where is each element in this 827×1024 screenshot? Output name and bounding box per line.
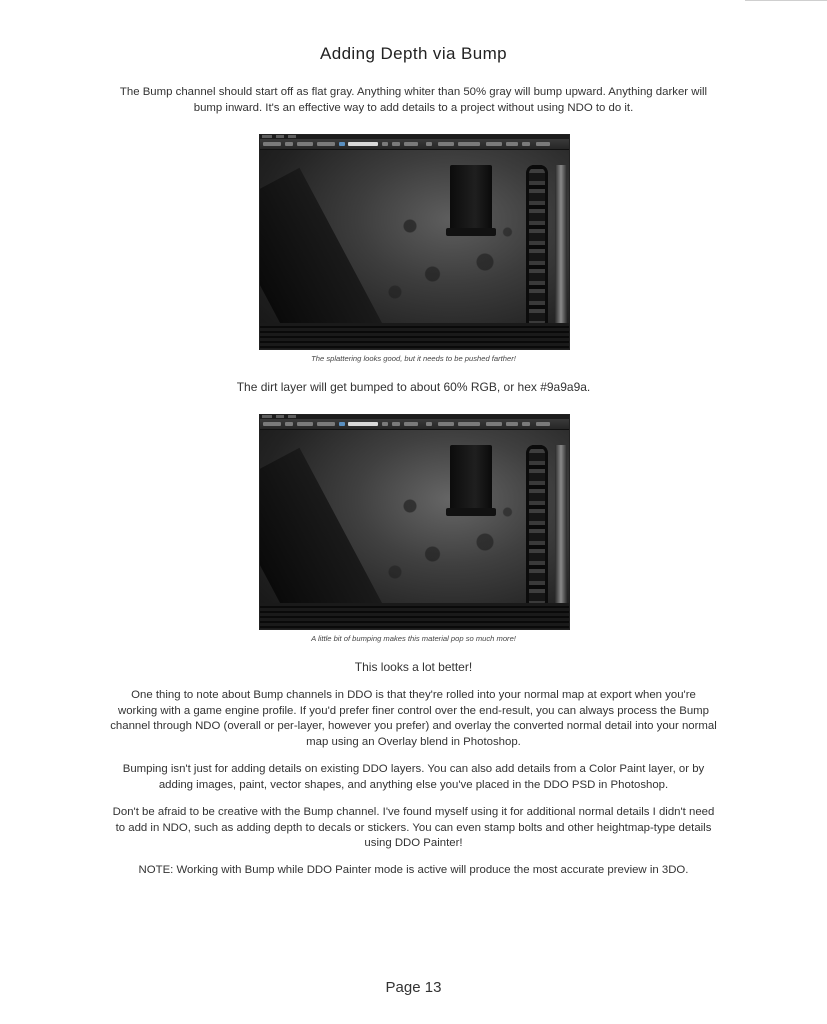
top-rule	[745, 0, 827, 1]
paragraph-normal-map: One thing to note about Bump channels in DDO is that they're rolled into your normal map at export when you're working with a game engine profile. If you'd prefer finer control over the end-result, you can always process the Bump channel through NDO (overall or per-layer, however you prefer) and overlay the converted normal detail into your normal map using an Overlay blend in Photoshop.	[110, 689, 717, 748]
paragraph-note: NOTE: Working with Bump while DDO Painter mode is active will produce the most accurate preview in 3DO.	[138, 864, 689, 876]
grated-floor	[260, 323, 569, 349]
page-title: Adding Depth via Bump	[319, 44, 507, 63]
viewport-toolbar	[260, 419, 569, 430]
viewport-screenshot-after	[259, 414, 570, 630]
paragraph-creative: Don't be afraid to be creative with the Bump channel. I've found myself using it for additional normal details I didn't need to add in NDO, such as adding depth to decals or stickers. You can even stamp bolts and other heightmap-type details using DDO Painter!	[112, 806, 715, 849]
between-figures-text: The dirt layer will get bumped to about 60% RGB, or hex #9a9a9a.	[236, 380, 591, 394]
page-number: Page 13	[385, 979, 442, 996]
paragraph-color-paint: Bumping isn't just for adding details on existing DDO layers. You can also add details from a Color Paint layer, or by adding images, paint, vector shapes, and anything else you've placed in the DDO PSD in Photoshop.	[122, 763, 705, 791]
viewport-toolbar	[260, 139, 569, 150]
render-scene	[260, 150, 569, 349]
render-scene	[260, 430, 569, 629]
intro-paragraph: The Bump channel should start off as flat gray. Anything whiter than 50% gray will bump upward. Anything darker will bump inward. It's an effective way to add details to a project without using NDO to do it.	[119, 86, 708, 114]
pipe	[450, 445, 492, 515]
pipe-cap	[446, 508, 496, 516]
pipe	[450, 165, 492, 235]
figure-caption-2: A little bit of bumping makes this material pop so much more!	[311, 634, 516, 643]
paragraph-better: This looks a lot better!	[354, 660, 473, 674]
viewport-screenshot-before	[259, 134, 570, 350]
figure-caption-1: The splattering looks good, but it needs to be pushed farther!	[311, 354, 516, 363]
pipe-cap	[446, 228, 496, 236]
chain	[526, 445, 548, 610]
grated-floor	[260, 603, 569, 629]
chain	[526, 165, 548, 330]
